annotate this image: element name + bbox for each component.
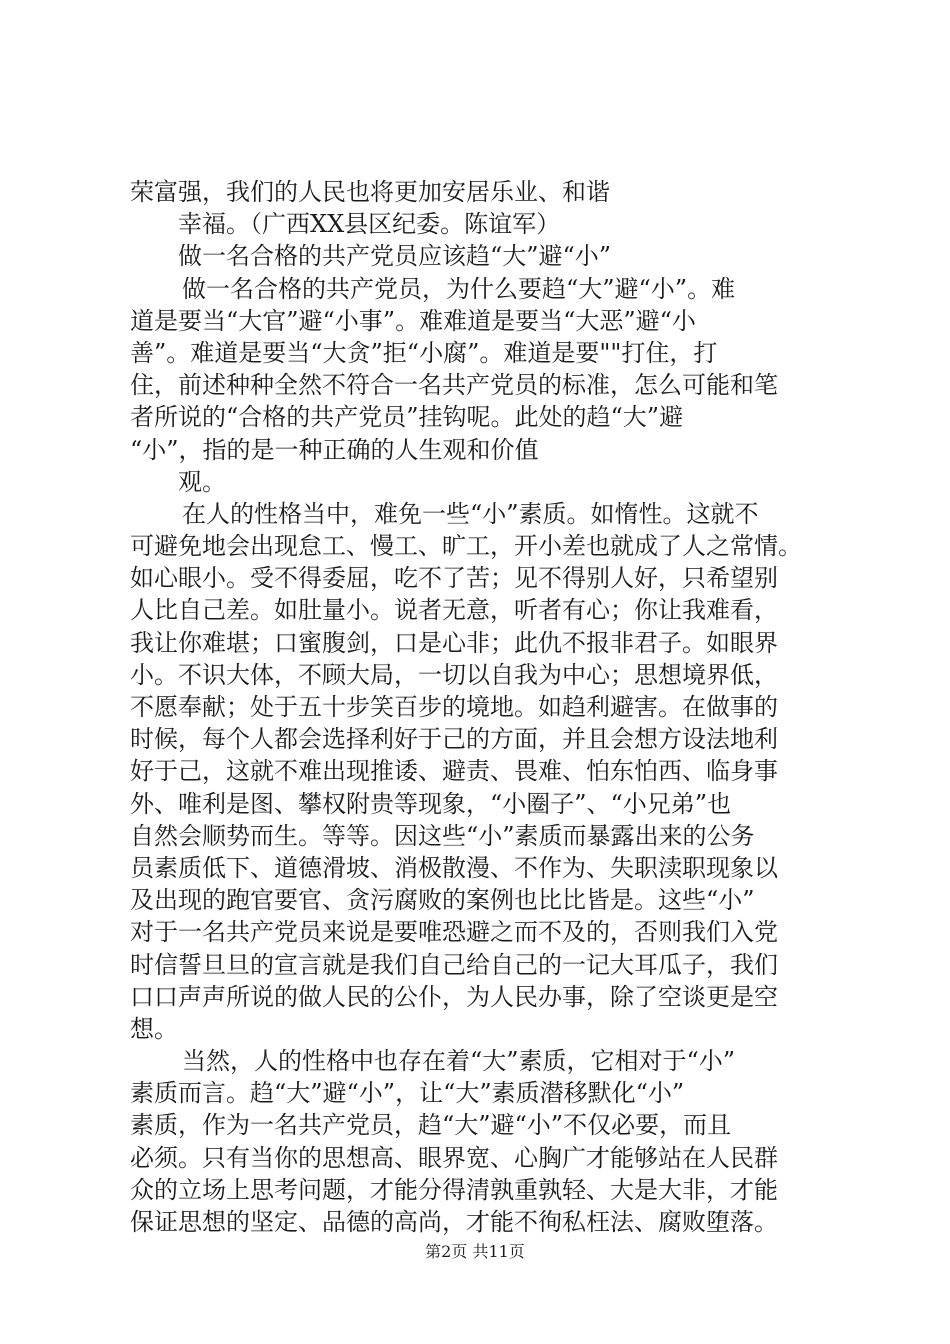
text-line: 外、唯利是图、攀权附贵等现象，“小圈子”、“小兄弟”也 xyxy=(130,789,732,818)
text-line: 时信誓旦旦的宣言就是我们自己给自己的一记大耳瓜子，我们 xyxy=(130,950,778,979)
text-line: 自然会顺势而生。等等。因这些“小”素质而暴露出来的公务 xyxy=(130,821,755,850)
text-line: 口口声声所说的做人民的公仆，为人民办事，除了空谈更是空 xyxy=(130,982,778,1011)
text-line: 素质而言。趋“大”避“小”，让“大”素质潜移默化“小” xyxy=(130,1079,685,1108)
text-line: “小”，指的是一种正确的人生观和价值 xyxy=(130,435,539,464)
text-line: 者所说的“合格的共产党员”挂钩呢。此处的趋“大”避 xyxy=(130,403,684,432)
text-line: 荣富强，我们的人民也将更加安居乐业、和谐 xyxy=(130,178,610,206)
text-line: 小。不识大体，不顾大局，一切以自我为中心；思想境界低， xyxy=(130,660,778,689)
text-line: 不愿奉献；处于五十步笑百步的境地。如趋利避害。在做事的 xyxy=(130,693,778,721)
text-line: 及出现的跑官要官、贪污腐败的案例也比比皆是。这些“小” xyxy=(130,886,755,915)
article-title: 做一名合格的共产党员应该趋“大”避“小” xyxy=(178,242,612,271)
text-line: 我让你难堪；口蜜腹剑，口是心非；此仇不报非君子。如眼界 xyxy=(130,628,778,657)
text-line: 幸福。（广西XX县区纪委。陈谊军） xyxy=(178,210,561,239)
text-line: 员素质低下、道德滑坡、消极散漫、不作为、失职渎职现象以 xyxy=(130,853,778,882)
text-line: 善”。难道是要当“大贪”拒“小腐”。难道是要""打住，打 xyxy=(130,338,718,367)
text-line: 众的立场上思考问题，才能分得清孰重孰轻、大是大非，才能 xyxy=(130,1175,778,1204)
document-body xyxy=(130,176,840,1238)
text-line: 在人的性格当中，难免一些“小”素质。如惰性。这就不 xyxy=(182,499,759,528)
text-line: 对于一名共产党员来说是要唯恐避之而不及的，否则我们入党 xyxy=(130,918,778,947)
text-line: 可避免地会出现怠工、慢工、旷工，开小差也就成了人之常情。 xyxy=(130,532,802,561)
page-number-footer: 第2页 共11页 xyxy=(425,1242,525,1261)
text-line: 时候，每个人都会选择利好于己的方面，并且会想方设法地利 xyxy=(130,725,778,754)
text-line: 观。 xyxy=(178,467,226,496)
text-line: 保证思想的坚定、品德的高尚，才能不徇私枉法、腐败堕落。 xyxy=(130,1208,778,1236)
text-line: 素质，作为一名共产党员，趋“大”避“小”不仅必要，而且 xyxy=(130,1111,732,1140)
text-line: 如心眼小。受不得委屈，吃不了苦；见不得别人好，只希望别 xyxy=(130,564,778,593)
text-line: 住，前述种种全然不符合一名共产党员的标准，怎么可能和笔 xyxy=(130,371,778,400)
text-line: 好于己，这就不难出现推诿、避责、畏难、怕东怕西、临身事 xyxy=(130,757,778,786)
text-line: 做一名合格的共产党员，为什么要趋“大”避“小”。难 xyxy=(182,274,736,303)
text-line: 必须。只有当你的思想高、眼界宽、心胸广才能够站在人民群 xyxy=(130,1143,778,1172)
text-line: 想。 xyxy=(130,1014,178,1043)
text-line: 道是要当“大官”避“小事”。难难道是要当“大恶”避“小 xyxy=(130,306,696,335)
text-line: 当然，人的性格中也存在着“大”素质，它相对于“小” xyxy=(182,1047,736,1076)
text-line: 人比自己差。如肚量小。说者无意，听者有心；你让我难看， xyxy=(130,596,778,625)
